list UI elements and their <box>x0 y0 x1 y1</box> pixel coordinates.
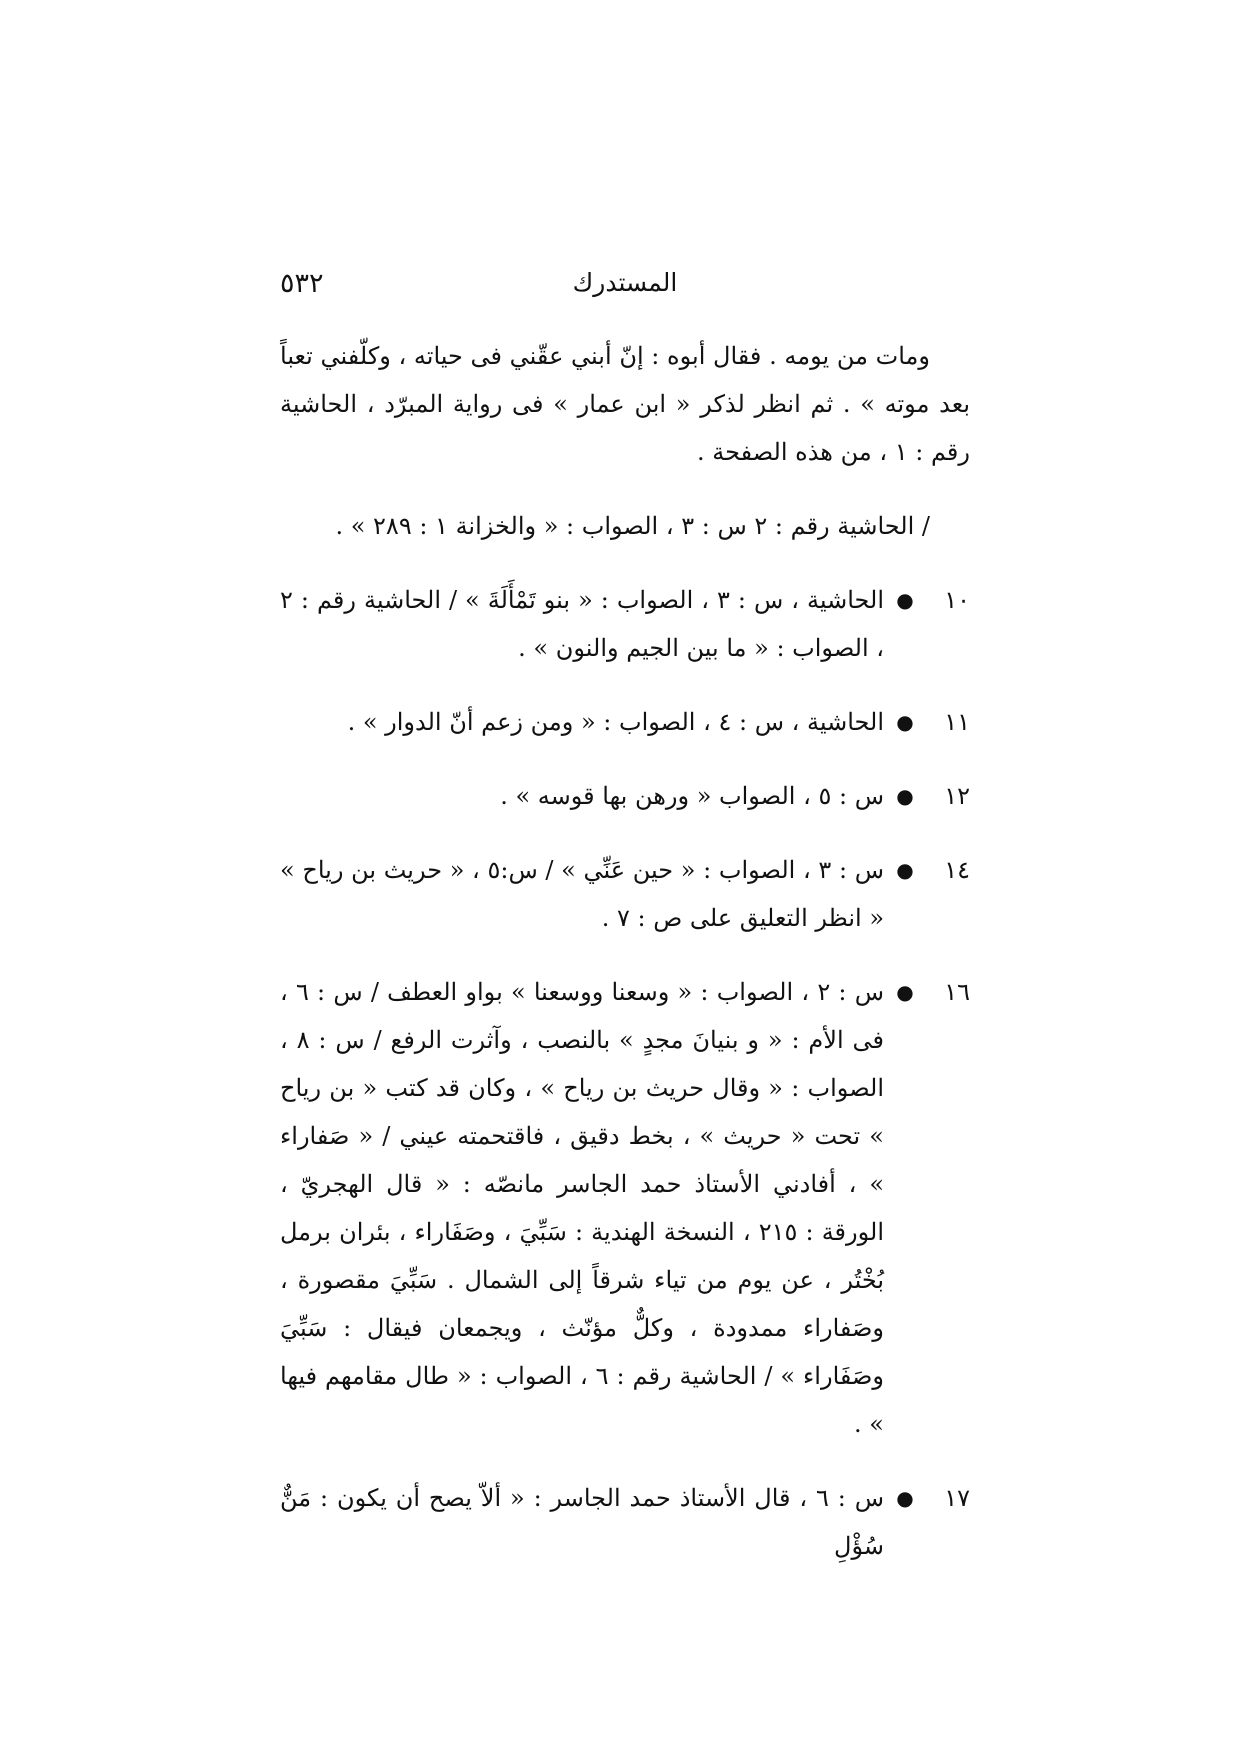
intro-paragraph: ومات من يومه . فقال أبوه : إنّ أبني عقّني فى حياته ، وكلّفني تعباً بعد موته » . ثم انظر لذكر « ابن عمار » فى رواية المبرّد ، الحاشية رقم : ١ ، من هذه الصفحة . <box>280 342 970 466</box>
entry-number: ١٧ <box>944 1484 970 1512</box>
entry-17 <box>280 1474 970 1570</box>
body-text <box>280 332 970 1570</box>
running-title: المستدرك <box>572 268 678 297</box>
running-header <box>280 268 970 308</box>
entry-number: ١٤ <box>944 856 970 884</box>
entry-text: الحاشية ، س : ٤ ، الصواب : « ومن زعم أنّ الدوار » . <box>347 708 884 736</box>
entry-number: ١٠ <box>944 586 970 614</box>
entry-number: ١١ <box>944 708 970 736</box>
entry-text: س : ٦ ، قال الأستاذ حمد الجاسر : « ألاّ يصح أن يكون : مَنٌّ سُؤْلِ <box>280 1484 884 1560</box>
correction-line: / الحاشية رقم : ٢ س : ٣ ، الصواب : « والخزانة ١ : ٢٨٩ » . <box>335 512 930 540</box>
entry-text: الحاشية ، س : ٣ ، الصواب : « بنو تَمْأَلَةَ » / الحاشية رقم : ٢ ، الصواب : « ما بين الجيم والنون » . <box>280 586 884 662</box>
entry-10 <box>280 576 970 672</box>
entry-14 <box>280 846 970 942</box>
bullet-icon: ● <box>896 980 914 1004</box>
bullet-icon: ● <box>896 588 914 612</box>
entry-text: س : ٢ ، الصواب : « وسعنا ووسعنا » بواو العطف / س : ٦ ، فى الأم : « و بنيانَ مجدٍ » بالنصب ، وآثرت الرفع / س : ٨ ، الصواب : « وقال حريث بن رياح » ، وكان قد كتب « بن رياح » تحت « حريث » ، بخط دقيق ، فاقتحمته عيني / « صَفاراء » ، أفادني الأستاذ حمد الجاسر مانصّه : « قال الهجريّ ، الورقة : ٢١٥ ، النسخة الهندية : سَبِّيَ ، وصَفَاراء ، بئران برمل بُخْتُر ، عن يوم من تياء شرقاً إلى الشمال . سَبِّيَ مقصورة ، وصَفاراء ممدودة ، وكلٌّ مؤنّث ، ويجمعان فيقال : سَبِّيَ وصَفَاراء » / الحاشية رقم : ٦ ، الصواب : « طال مقامهم فيها » . <box>280 978 884 1438</box>
bullet-icon: ● <box>896 784 914 808</box>
entry-text: س : ٥ ، الصواب « ورهن بها قوسه » . <box>500 782 884 810</box>
bullet-icon: ● <box>896 858 914 882</box>
entry-12 <box>280 772 970 820</box>
entry-11 <box>280 698 970 746</box>
page-number: ٥٣٢ <box>280 268 324 299</box>
bullet-icon: ● <box>896 1486 914 1510</box>
entry-number: ١٢ <box>944 782 970 810</box>
bullet-icon: ● <box>896 710 914 734</box>
entry-number: ١٦ <box>944 978 970 1006</box>
entry-text: س : ٣ ، الصواب : « حين عَنِّي » / س:٥ ، « حريث بن رياح » « انظر التعليق على ص : ٧ . <box>280 856 885 932</box>
entry-16 <box>280 968 970 1448</box>
